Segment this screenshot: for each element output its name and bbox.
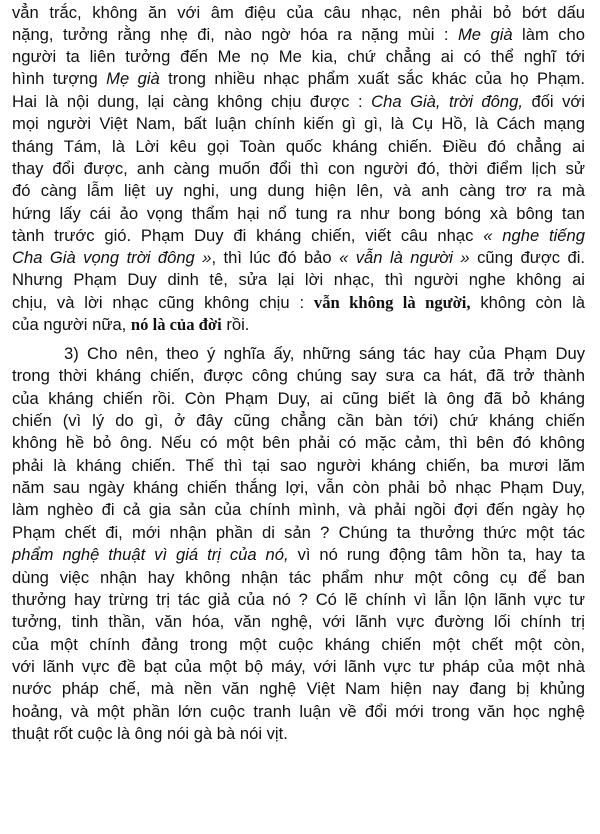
text-line [12, 269, 585, 291]
italic-phrase: Cha Già vọng trời đông » [12, 248, 212, 267]
text-run: không còn là [470, 293, 585, 312]
text-run: với lãnh vực đề bạt của một bộ máy, với lãnh vực tư pháp của một nhà [12, 657, 585, 676]
text-run: 3) Cho nên, theo ý nghĩa ấy, những sáng tác hay của Phạm Duy [64, 344, 585, 363]
text-line [12, 388, 585, 410]
text-run: tháng Tám, là Lời kêu gọi Toàn quốc kháng chiến. Điều đó chẳng ai [12, 137, 585, 156]
text-run: cũng được đi. [469, 248, 586, 267]
text-run: làm nghèo đi cả gia sản của chính mình, và phải ngồi đợi đến ngày họ [12, 500, 585, 519]
text-run: đó càng lẫm liệt uy nghi, ung dung hiện lên, và anh càng trơ ra mà [12, 181, 585, 200]
text-run: hình tượng [12, 69, 107, 88]
text-run: làm cho [512, 25, 585, 44]
text-line [12, 225, 585, 247]
text-line [12, 589, 585, 611]
text-run: tưởng, tinh thần, văn hóa, văn nghệ, với lãnh vực đường lối chính trị [12, 612, 585, 631]
text-line [12, 136, 585, 158]
text-run: , thì lúc đó bảo [211, 248, 340, 267]
text-line [12, 2, 585, 24]
text-line [12, 158, 585, 180]
italic-phrase: phẩm nghệ thuật vì giá trị của nó, [12, 545, 289, 564]
text-run: dùng việc nhận hay không nhận tác phẩm như một công cụ để ban [12, 568, 585, 587]
text-line [12, 410, 585, 432]
text-run: Phạm chết đi, mới nhận phần di sản ? Chúng ta thưởng thức một tác [12, 523, 585, 542]
text-line [12, 91, 585, 113]
text-line [12, 455, 585, 477]
italic-phrase: Me già [457, 25, 513, 44]
text-run: Nhưng Phạm Duy dinh tê, sửa lại lời nhạc, thì người nghe không ai [12, 270, 585, 289]
text-line [12, 701, 585, 723]
text-run: của kháng chiến rồi. Còn Phạm Duy, ai cũng biết là ông đã bỏ kháng [12, 389, 585, 408]
text-line [12, 544, 585, 566]
bold-phrase: vẫn không là người, [313, 293, 471, 312]
text-run: mọi người Việt Nam, bất luận chính kiến gì gì, là Cụ Hồ, là Cách mạng [12, 114, 585, 133]
text-line [12, 432, 585, 454]
paragraph-3-first-line [64, 343, 585, 365]
text-run: của một chính đảng trong một cuộc kháng chiến một chết một còn, [12, 635, 585, 654]
text-line [12, 365, 585, 387]
text-line [12, 292, 585, 314]
text-line [12, 611, 585, 633]
italic-phrase: « vẫn là người » [339, 248, 470, 267]
text-run: hoảng, và một phần lớn cuộc tranh luận về đổi mới trong văn học nghệ [12, 702, 585, 721]
text-line [12, 247, 585, 269]
text-run: vì nó rung động tâm hồn ta, hay ta [288, 545, 585, 564]
text-line [12, 723, 585, 745]
text-line [12, 678, 585, 700]
text-run: trong nhiều nhạc phẩm xuất sắc khác của họ Phạm. [159, 69, 585, 88]
text-run: hứng lấy cái ảo vọng thẩm hại nổ tung ra như bong bóng xà bông tan [12, 204, 585, 223]
text-line [12, 314, 585, 336]
text-line [12, 113, 585, 135]
italic-phrase: Mẹ già [106, 69, 160, 88]
text-run: không hề bỏ ông. Nếu có một bên phải có mặc cảm, thì bên đó không [12, 433, 585, 452]
text-run: nước pháp chế, mà nền văn nghệ Việt Nam hiện nay đang bị khủng [12, 679, 585, 698]
text-run: chiến (vì lý do gì, ở đây cũng chẳng cần bàn tới) chứ kháng chiến [12, 411, 585, 430]
text-line [12, 477, 585, 499]
text-line [12, 68, 585, 90]
text-run: trong thời kháng chiến, được công chúng say sưa ca hát, đã trở thành [12, 366, 585, 385]
text-run: tành trước gió. Phạm Duy đi kháng chiến, viết câu nhạc [12, 226, 484, 245]
text-line [12, 522, 585, 544]
text-run: Hai là nội dung, lại càng không chịu được : [12, 92, 372, 111]
text-run: rồi. [221, 315, 250, 334]
text-run: vẳn trắc, không ăn với âm điệu của câu nhạc, nên phải bỏ bớt dấu [12, 3, 585, 22]
italic-phrase: Cha Già, trời đông, [371, 92, 523, 111]
text-line [12, 24, 585, 46]
text-run: người ta liên tưởng đến Me nọ Me kia, chứ chẳng ai có thể nghĩ tới [12, 47, 585, 66]
text-run: chịu, và lời nhạc cũng không chịu : [12, 293, 314, 312]
text-run: nặng, tưởng rằng nhẹ đi, nào ngờ hóa ra nặng mùi : [12, 25, 458, 44]
text-line [12, 203, 585, 225]
text-line [12, 656, 585, 678]
text-run: đối với [522, 92, 585, 111]
italic-phrase: « nghe tiếng [483, 226, 585, 245]
text-run: thưởng hay trừng trị tác giả của nó ? Có lẽ chính vì lẫn lộn lãnh vực tư [12, 590, 585, 609]
bold-phrase: nó là của đời [130, 315, 222, 334]
text-run: năm sau ngày kháng chiến thắng lợi, vẫn còn phải bỏ nhạc Phạm Duy, [12, 478, 585, 497]
text-run: thuật rốt cuộc là ông nói gà bà nói vịt. [12, 724, 288, 743]
text-line [12, 634, 585, 656]
text-line [12, 499, 585, 521]
text-run: của người nữa, [12, 315, 131, 334]
text-run: thay đổi được, anh càng muốn đổi thì con người đó, thời điểm lịch sử [12, 159, 585, 178]
text-line [12, 46, 585, 68]
text-line [12, 567, 585, 589]
text-line [12, 180, 585, 202]
text-run: phải là kháng chiến. Thế thì tại sao người kháng chiến, ba mươi lăm [12, 456, 585, 475]
